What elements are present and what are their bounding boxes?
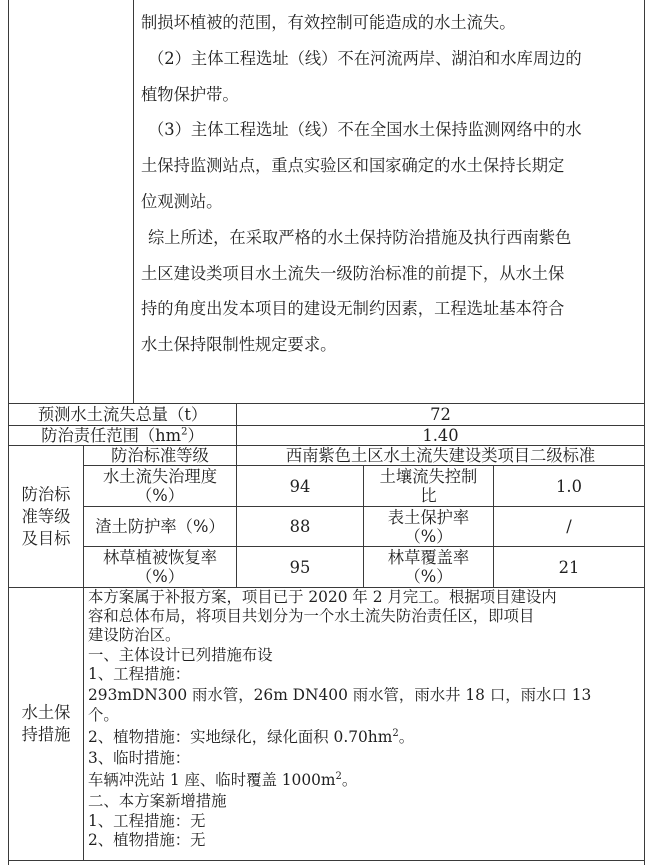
measure-line: 1、工程措施：无 xyxy=(88,811,206,830)
measure-line: 2、植物措施：实地绿化，绿化面积 $0.70hm^2$。 xyxy=(88,728,415,747)
narrative-line: （3）主体工程选址（线）不在全国水土保持监测网络中的水 xyxy=(148,120,582,140)
metric-value-vegetation-recovery: 95 xyxy=(289,557,311,577)
loss-value-text: 72 xyxy=(430,405,451,424)
narrative-line: 制损坏植被的范围，有效控制可能造成的水土流失。 xyxy=(141,13,516,32)
scope-value-text: 1.40 xyxy=(422,426,459,445)
table-border-bottom xyxy=(8,860,645,861)
measure-line: 2、植物措施：无 xyxy=(88,830,206,849)
loss-value xyxy=(237,404,644,425)
narrative-line: 位观测站。 xyxy=(141,191,223,211)
measure-line: 二、本方案新增措施 xyxy=(88,792,227,811)
top-narrative xyxy=(141,5,641,363)
narrative-line: （2）主体工程选址（线）不在河流两岸、湖泊和水库周边的 xyxy=(148,48,582,68)
metric-label-vegetation-recovery: 林草植被恢复率 （%） xyxy=(103,548,217,586)
scope-label xyxy=(9,426,236,445)
measure-line: 1、工程措施： xyxy=(88,664,191,683)
measure-line: 建设防治区。 xyxy=(88,626,181,645)
table-border-right xyxy=(644,0,645,865)
loss-label-text: 预测水土流失总量（t） xyxy=(37,405,208,424)
scope-label-text: 防治责任范围$(hm^2)$ xyxy=(41,426,204,445)
narrative-line: 水土保持限制性规定要求。 xyxy=(141,335,337,355)
measure-line: 车辆冲洗站 1 座、临时覆盖 $1000m^2$。 xyxy=(88,771,358,790)
metric-value-topsoil-protection: / xyxy=(566,517,572,536)
metric-value-spoil-protection: 88 xyxy=(289,517,311,536)
measure-line: 3、临时措施： xyxy=(88,749,191,768)
metric-label-vegetation-coverage: 林草覆盖率 （%） xyxy=(387,548,470,586)
measure-line: 293mDN300 雨水管，26m DN400 雨水管，雨水井 18 口，雨水口 13 xyxy=(88,685,592,704)
metric-label-soil-loss-ratio: 土壤流失控制 比 xyxy=(379,467,478,505)
metric-value-vegetation-coverage: 21 xyxy=(558,557,580,577)
narrative-line: 土区建设类项目水土流失一级防治标准的前提下，从水土保 xyxy=(141,263,565,283)
metric-label-erosion-control: 水土流失治理度 （%） xyxy=(103,467,217,505)
narrative-line: 持的角度出发本项目的建设无制约因素，工程选址基本符合 xyxy=(141,299,565,319)
narrative-line: 综上所述，在采取严格的水土保持防治措施及执行西南紫色 xyxy=(148,227,572,247)
metric-label-spoil-protection: 渣土防护率（%） xyxy=(95,517,225,536)
loss-label xyxy=(9,404,236,425)
metric-label-topsoil-protection: 表土保护率 （%） xyxy=(387,507,470,546)
level-label: 防治标准等级 xyxy=(111,446,209,465)
metric-value-erosion-control: 94 xyxy=(289,476,311,496)
top-section-divider xyxy=(133,0,134,403)
measure-line: 本方案属于补报方案，项目已于 2020 年 2 月完工。根据项目建设内 xyxy=(88,588,557,606)
standards-group-label: 防治标 准等级 及目标 xyxy=(21,484,71,548)
metric-value-soil-loss-ratio: 1.0 xyxy=(556,476,582,496)
measure-line: 个。 xyxy=(88,705,119,724)
narrative-line: 植物保护带。 xyxy=(141,84,239,104)
measure-line: 一、主体设计已列措施布设 xyxy=(88,645,273,664)
scope-value xyxy=(237,426,644,445)
narrative-line: 土保持监测站点，重点实验区和国家确定的水土保持长期定 xyxy=(141,156,565,176)
measures-content xyxy=(88,588,643,850)
measures-label: 水土保 持措施 xyxy=(21,703,71,744)
level-value: 西南紫色土区水土流失建设类项目二级标准 xyxy=(285,446,596,465)
measure-line: 容和总体布局，将项目共划分为一个水土流失防治责任区，即项目 xyxy=(88,607,535,626)
